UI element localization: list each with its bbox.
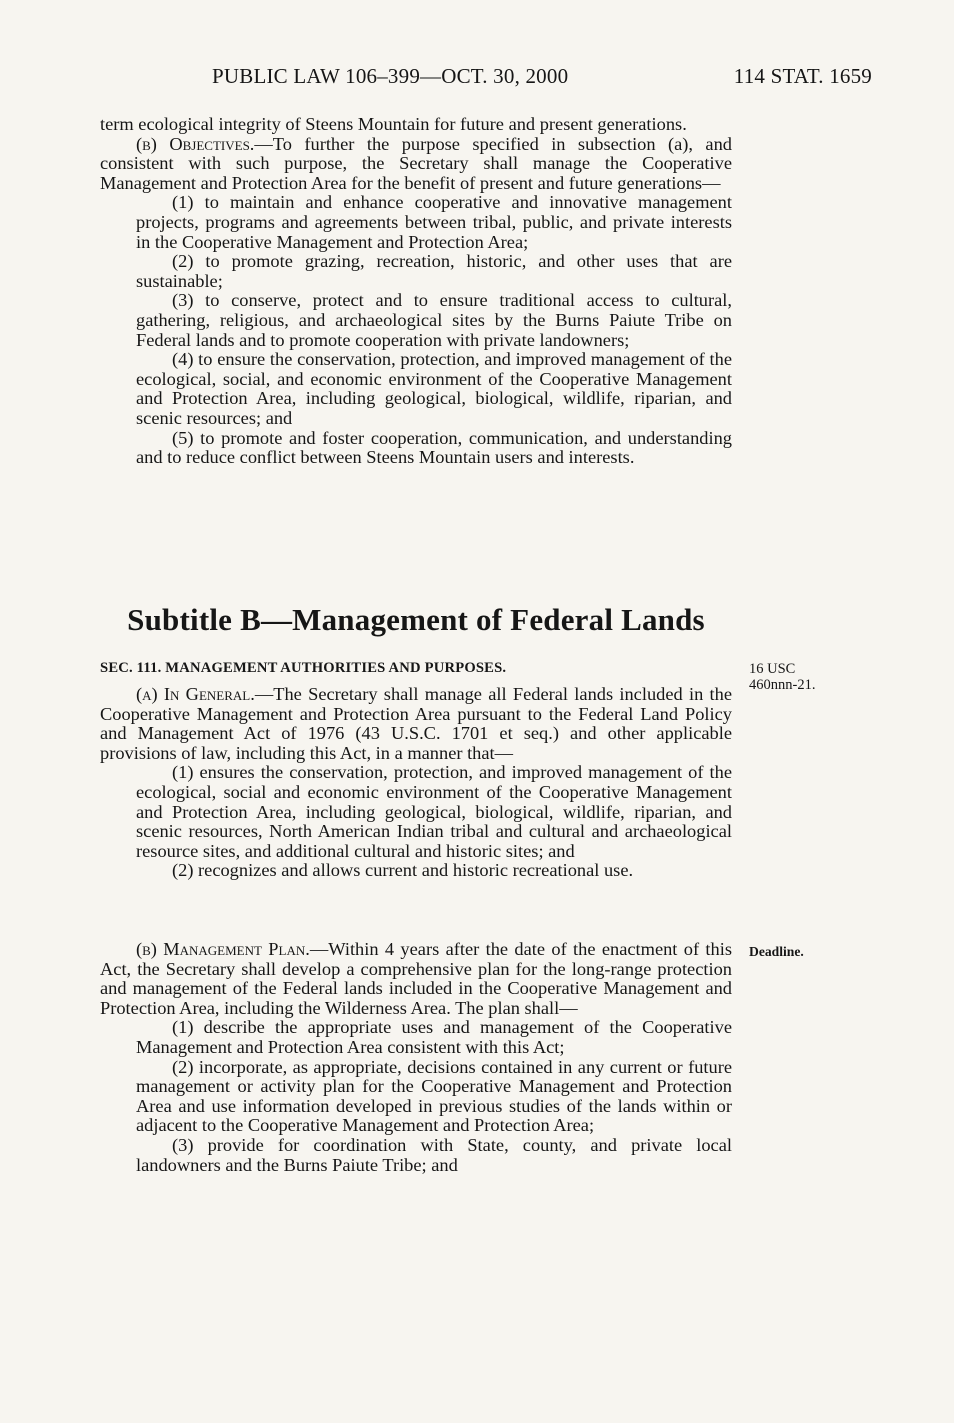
- plan-item: (1) describe the appropriate uses and management of the Cooperative Management and Protection Area consistent with this Act;: [136, 1017, 732, 1057]
- deadline-margin-note: Deadline.: [749, 944, 804, 959]
- statute-page-number: 114 STAT. 1659: [733, 64, 872, 88]
- plan-item: (2) incorporate, as appropriate, decisions contained in any current or future management or activity plan for the Cooperative Management and Protection Area and use information developed in previous studies of the lands within or adjacent to the Cooperative Management and Protection Area;: [136, 1056, 732, 1136]
- objectives-text: —To further the purpose specified in subsection (a), and consistent with such purpose, the Secretary shall manage the Cooperative Management and Protection Area for the benefit of present and future generations—: [100, 133, 732, 193]
- continuation-paragraph: term ecological integrity of Steens Mountain for future and present generations.: [100, 114, 687, 134]
- management-plan-subsection: [100, 940, 732, 1175]
- general-item: (2) recognizes and allows current and historic recreational use.: [172, 860, 634, 881]
- subtitle-heading: Subtitle B—Management of Federal Lands: [127, 602, 705, 637]
- objective-item: (1) to maintain and enhance cooperative and innovative management projects, programs and agreements between tribal, public, and private interests in the Cooperative Management and Protection Area;: [136, 192, 732, 252]
- general-text: —The Secretary shall manage all Federal lands included in the Cooperative Management and Protection Area pursuant to the Federal Land Policy and Management Act of 1976 (43 U.S.C. 1701 et seq.) and other applicable provisions of law, including this Act, in a manner that—: [100, 684, 733, 763]
- objectives-section: [100, 115, 732, 468]
- objective-item: (3) to conserve, protect and to ensure traditional access to cultural, gathering, religious, and archaeological sites by the Burns Paiute Tribe on Federal lands and to promote cooperation with private landowners;: [136, 290, 732, 350]
- plan-text: —Within 4 years after the date of the enactment of this Act, the Secretary shall develop a comprehensive plan for the long-range protection and management of the Federal lands included in the Cooperative Management and Protection Area, including the Wilderness Area. The plan shall—: [100, 939, 732, 1018]
- objective-item: (4) to ensure the conservation, protection, and improved management of the ecological, social, and economic environment of the Cooperative Management and Protection Area, including geological, biological, wildlife, riparian, and scenic resources; and: [136, 349, 732, 428]
- general-subsection: [100, 685, 732, 881]
- general-paragraph: [100, 685, 732, 763]
- section-heading: SEC. 111. MANAGEMENT AUTHORITIES AND PURPOSES.: [100, 660, 507, 676]
- plan-label: (b) Management Plan.: [136, 939, 310, 959]
- objective-item: (2) to promote grazing, recreation, historic, and other uses that are sustainable;: [136, 251, 732, 291]
- objectives-label: (b) Objectives.: [136, 133, 255, 154]
- general-label: (a) In General.: [136, 684, 255, 704]
- public-law-citation: PUBLIC LAW 106–399—OCT. 30, 2000: [212, 64, 569, 88]
- general-item: (1) ensures the conservation, protection, and improved management of the ecological, social and economic environment of the Cooperative Management and Protection Area, including geological, biological, wildlife, riparian, and scenic resources, North American Indian tribal and cultural and archaeological resource sites, and additional cultural and historic sites; and: [136, 762, 732, 861]
- plan-paragraph: [100, 940, 732, 1018]
- margin-citation-line: 460nnn-21.: [749, 677, 816, 693]
- objective-item: (5) to promote and foster cooperation, communication, and understanding and to reduce conflict between Steens Mountain users and interests.: [136, 427, 732, 468]
- margin-citation-line: 16 USC: [749, 661, 796, 677]
- plan-item: (3) provide for coordination with State, county, and private local landowners and the Burns Paiute Tribe; and: [136, 1134, 732, 1175]
- objectives-paragraph: [100, 135, 732, 194]
- margin-citation: [749, 661, 815, 693]
